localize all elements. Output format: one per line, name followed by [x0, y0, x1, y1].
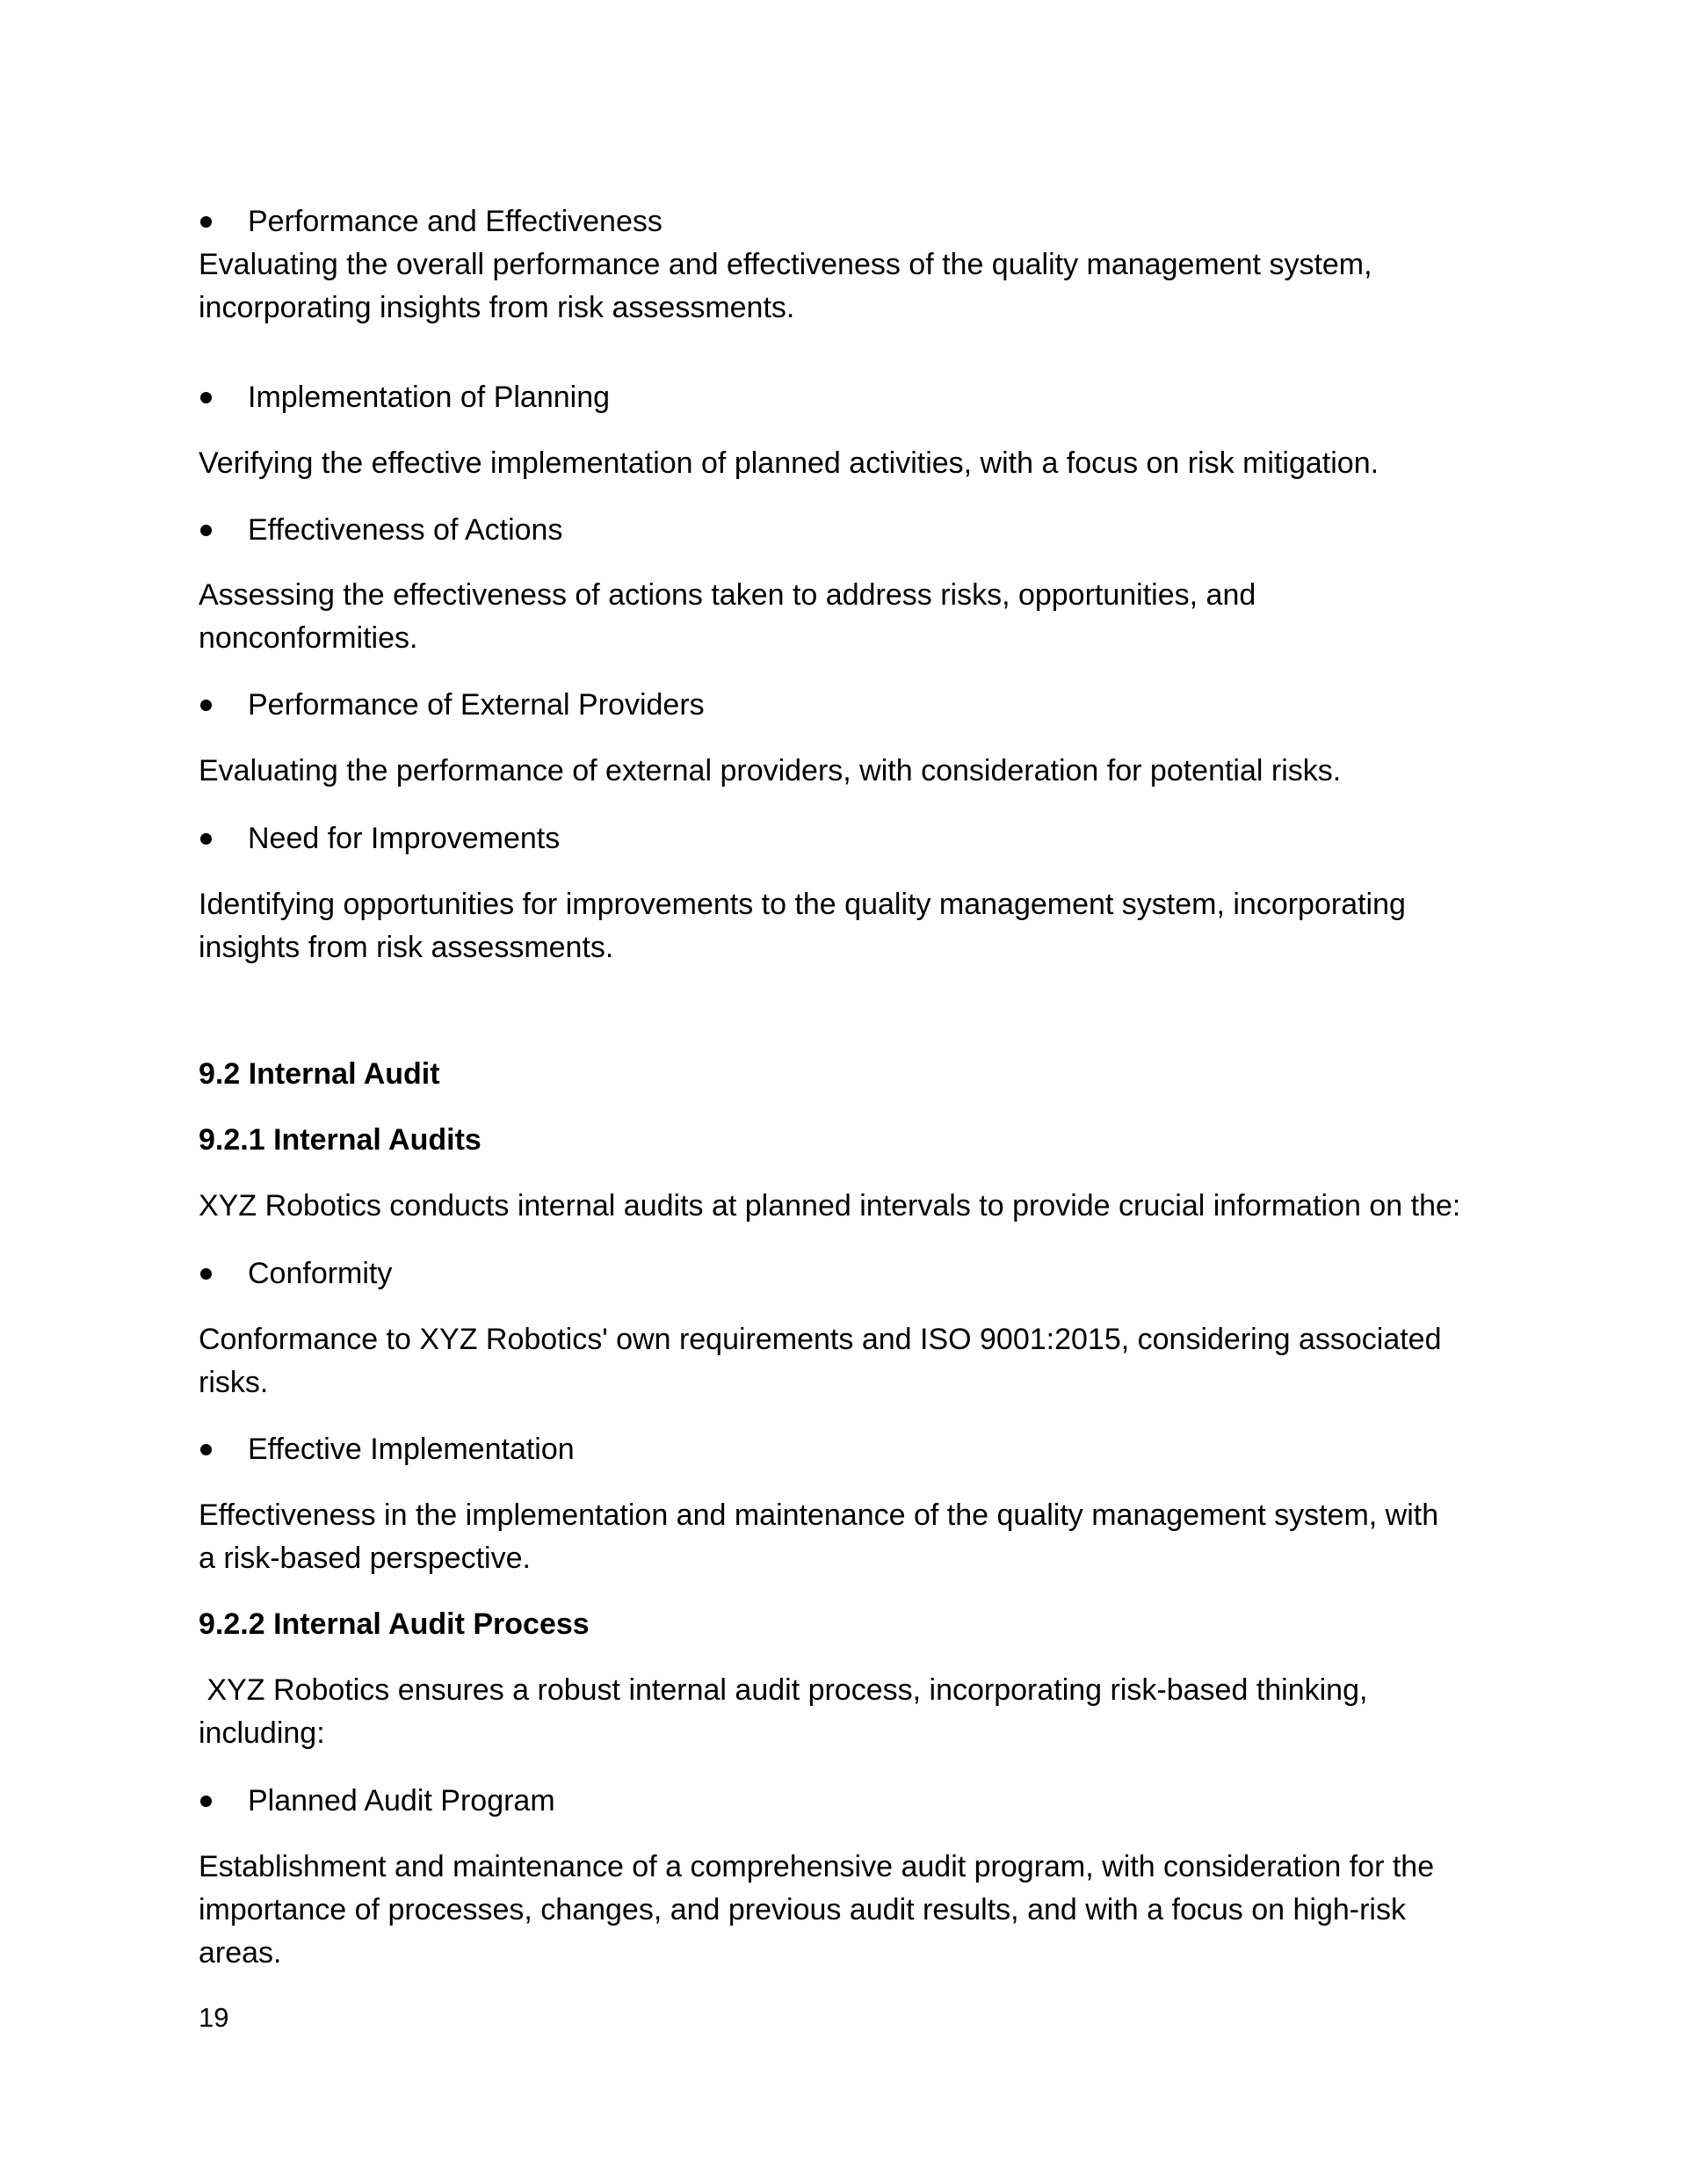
bullet-label: Implementation of Planning	[248, 381, 611, 414]
bullet-icon	[200, 1444, 212, 1455]
paragraph-line: areas.	[199, 1936, 282, 1970]
paragraph-line: Evaluating the overall performance and effectiveness of the quality management system,	[199, 248, 1372, 281]
paragraph-line: Effectiveness in the implementation and maintenance of the quality management system, with	[199, 1498, 1439, 1532]
paragraph-line: incorporating insights from risk assessments.	[199, 291, 795, 324]
bullet-label: Performance and Effectiveness	[248, 205, 662, 238]
paragraph-line: including:	[199, 1716, 325, 1750]
bullet-icon	[200, 833, 212, 845]
paragraph-line: XYZ Robotics conducts internal audits at planned intervals to provide crucial information on the:	[199, 1189, 1461, 1223]
bullet-label: Need for Improvements	[248, 822, 561, 855]
bullet-icon	[200, 1796, 212, 1807]
page-number: 19	[199, 2002, 229, 2033]
heading-internal-audits: 9.2.1 Internal Audits	[199, 1123, 481, 1157]
paragraph-line: XYZ Robotics ensures a robust internal audit process, incorporating risk-based thinking,	[199, 1673, 1368, 1707]
heading-audit-process: 9.2.2 Internal Audit Process	[199, 1607, 590, 1641]
paragraph-line: nonconformities.	[199, 621, 418, 655]
bullet-icon	[200, 525, 212, 536]
paragraph-line: Identifying opportunities for improvements to the quality management system, incorporating	[199, 888, 1406, 921]
paragraph-line: Evaluating the performance of external providers, with consideration for potential risks.	[199, 754, 1342, 787]
bullet-icon	[200, 700, 212, 711]
paragraph-line: Conformance to XYZ Robotics' own requirements and ISO 9001:2015, considering associated	[199, 1323, 1442, 1356]
paragraph-line: Verifying the effective implementation of planned activities, with a focus on risk mitigation.	[199, 446, 1379, 480]
bullet-icon	[200, 216, 212, 228]
paragraph-line: risks.	[199, 1366, 269, 1399]
heading-internal-audit: 9.2 Internal Audit	[199, 1057, 440, 1091]
bullet-label: Conformity	[248, 1257, 393, 1290]
bullet-icon	[200, 1268, 212, 1280]
bullet-label: Planned Audit Program	[248, 1784, 555, 1818]
paragraph-line: Assessing the effectiveness of actions taken to address risks, opportunities, and	[199, 578, 1256, 612]
bullet-label: Effective Implementation	[248, 1433, 575, 1466]
paragraph-line: Establishment and maintenance of a comprehensive audit program, with consideration for the	[199, 1850, 1435, 1883]
paragraph-line: a risk-based perspective.	[199, 1542, 531, 1575]
bullet-icon	[200, 392, 212, 403]
paragraph-line: importance of processes, changes, and previous audit results, and with a focus on high-risk	[199, 1893, 1406, 1926]
bullet-label: Performance of External Providers	[248, 688, 705, 722]
bullet-label: Effectiveness of Actions	[248, 513, 563, 547]
paragraph-line: insights from risk assessments.	[199, 931, 614, 964]
